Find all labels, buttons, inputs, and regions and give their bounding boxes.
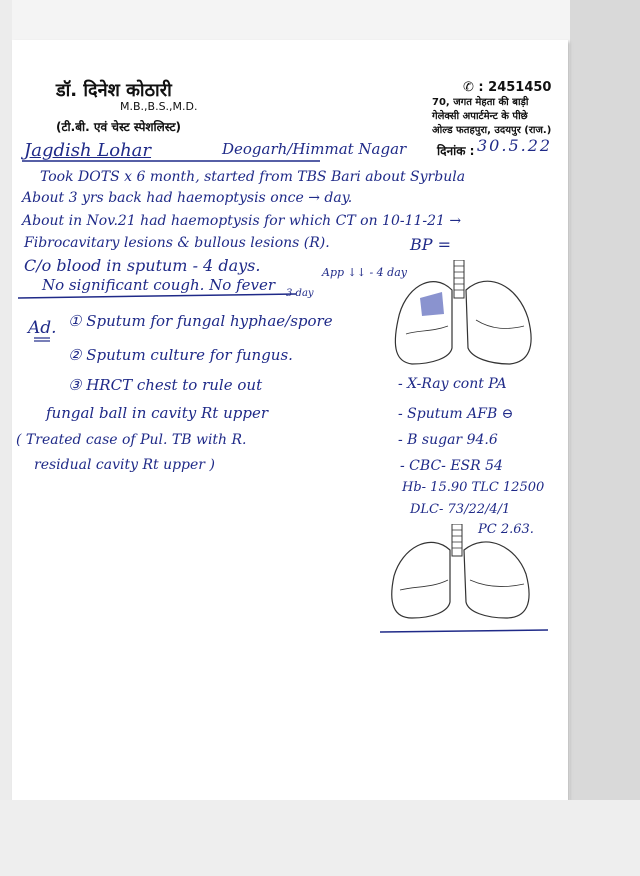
three-day-note: 3 day [286, 288, 314, 299]
right-lung [392, 542, 450, 618]
patient-name: Jagdish Lohar [24, 140, 152, 161]
trachea [452, 524, 462, 556]
bottom-underline [380, 630, 548, 632]
date-label: दिनांक : [437, 144, 475, 158]
lung-fissure [400, 580, 524, 590]
address-line: गेलेक्सी अपार्टमेन्ट के पीछे [432, 111, 528, 122]
trachea-rings [454, 266, 464, 290]
complaint-line: C/o blood in sputum - 4 days. [24, 256, 261, 275]
history-line: About 3 yrs back had haemoptysis once → day. [22, 190, 353, 206]
advice-item: ① Sputum for fungal hyphae/spore [68, 312, 333, 330]
no-cough-line: No significant cough. No fever [42, 276, 276, 294]
appetite-note: App ↓↓ - 4 day [322, 266, 407, 279]
investigation-line: - B sugar 94.6 [398, 432, 498, 448]
investigation-line: - X-Ray cont PA [398, 376, 507, 392]
advice-item: fungal ball in cavity Rt upper [46, 404, 269, 422]
bp-label: BP = [410, 235, 452, 254]
note-date: 30.5.22 [477, 136, 553, 155]
impression-line: ( Treated case of Pul. TB with R. [16, 432, 247, 448]
advice-item: ② Sputum culture for fungus. [68, 346, 293, 364]
left-lung [464, 542, 529, 618]
advice-item: ③ HRCT chest to rule out [68, 376, 263, 394]
right-lung [395, 282, 452, 364]
patient-place: Deogarh/Himmat Nagar [222, 140, 407, 158]
cough-underline [18, 294, 296, 298]
advice-label: Ad. [28, 318, 57, 338]
investigation-line: - CBC- ESR 54 [400, 458, 503, 474]
investigation-line: - Sputum AFB ⊖ [398, 406, 514, 422]
lung-fissure [406, 320, 524, 334]
cavity-shading [420, 292, 444, 316]
trachea-rings [452, 530, 462, 548]
history-line: About in Nov.21 had haemoptysis for which CT on 10-11-21 → [22, 213, 462, 229]
history-line: Fibrocavitary lesions & bullous lesions (R). [24, 235, 330, 251]
left-lung [466, 281, 531, 364]
doctor-specialty: (टी.बी. एवं चेस्ट स्पेशलिस्ट) [56, 120, 181, 134]
investigation-line: DLC- 73/22/4/1 [410, 502, 511, 517]
doctor-degrees: M.B.,B.S.,M.D. [120, 100, 198, 113]
address-line: 70, जगत मेहता की बाड़ी [432, 97, 529, 108]
investigation-line: PC 2.63. [478, 522, 534, 537]
doctor-name: डॉ. दिनेश कोठारी [56, 80, 172, 101]
lungs-diagram-lower [388, 524, 538, 624]
history-line: Took DOTS x 6 month, started from TBS Bari about Syrbula [40, 169, 466, 185]
clinic-phone: ✆ : 2451450 [463, 80, 552, 95]
lungs-diagram-upper [392, 260, 542, 380]
investigation-line: Hb- 15.90 TLC 12500 [402, 480, 545, 495]
impression-line: residual cavity Rt upper ) [34, 457, 215, 473]
address-line: ओल्ड फतहपुरा, उदयपुर (राज.) [432, 125, 552, 136]
